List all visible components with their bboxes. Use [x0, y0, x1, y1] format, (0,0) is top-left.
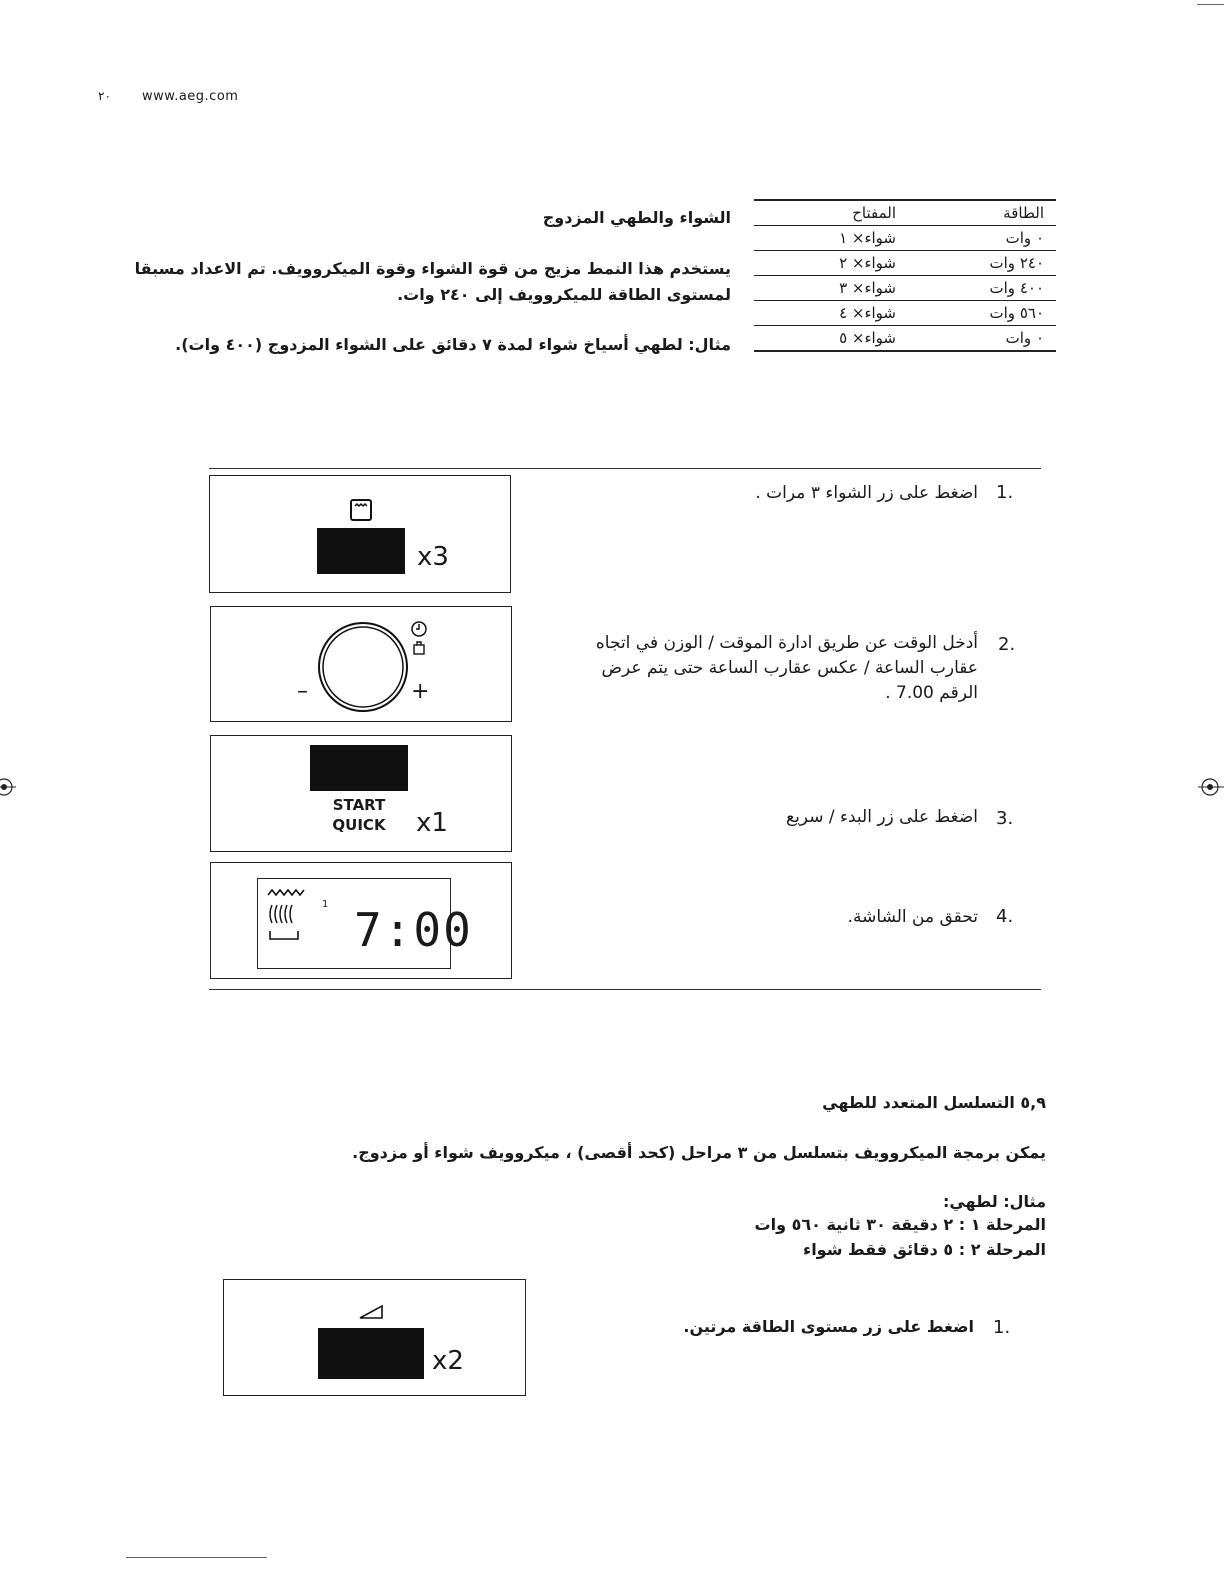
weight-icon: [412, 640, 426, 656]
step3-number: 3.: [996, 808, 1014, 829]
power-table-key: شواء× ٢: [754, 251, 904, 276]
step2-panel: [210, 606, 512, 722]
steps-bottom-rule: [209, 989, 1041, 990]
section-sequence-paragraph: يمكن برمجة الميكروويف بتسلسل من ٣ مراحل (كحد أقصى) ، ميكروويف شواء أو مزدوج.: [352, 1143, 1046, 1162]
power-table-row: [754, 226, 1056, 251]
sequence-step1-number: 1.: [993, 1317, 1011, 1338]
section-sequence-title: ٥,٩ التسلسل المتعدد للطهي: [822, 1093, 1046, 1112]
display-screen: [310, 745, 408, 791]
grill-mode-icon: [266, 887, 312, 945]
sequence-step1-panel: [223, 1279, 526, 1396]
start-label: START: [332, 796, 386, 814]
power-table-key: شواء× ٣: [754, 276, 904, 301]
step3-panel: [210, 735, 512, 852]
registration-mark-right: [1196, 775, 1224, 799]
section-grill-title: الشواء والطهي المزدوج: [542, 208, 731, 227]
power-table-power: ٤٠٠ وات: [904, 276, 1056, 301]
step1-panel: [209, 475, 511, 593]
lcd-display: [257, 878, 473, 969]
display-screen: [317, 528, 405, 574]
steps-top-rule: [209, 468, 1041, 469]
clock-icon: [410, 620, 428, 638]
registration-mark-left: [0, 775, 20, 799]
start-quick-button[interactable]: [323, 795, 395, 835]
grill-icon[interactable]: [349, 498, 373, 522]
power-table-row: [754, 301, 1056, 326]
press-count: x2: [432, 1346, 464, 1376]
footer-link-underline: [126, 1557, 267, 1558]
section-grill-example: مثال: لطهي أسياخ شواء لمدة ٧ دقائق على الشواء المزدوج (٤٠٠ وات).: [175, 335, 731, 354]
sequence-stage2: المرحلة ٢ : ٥ دقائق فقط شواء: [803, 1240, 1046, 1259]
power-table-power: ٠ وات: [904, 326, 1056, 352]
sequence-step1-text: اضغط على زر مستوى الطاقة مرتين.: [683, 1317, 974, 1336]
display-screen: [318, 1328, 424, 1379]
step3-text: اضغط على زر البدء / سريع: [786, 807, 978, 827]
step2-number: 2.: [998, 634, 1016, 655]
power-table-row: [754, 276, 1056, 301]
plus-label: +: [411, 679, 430, 704]
power-table-key: شواء× ٤: [754, 301, 904, 326]
sequence-example-label: مثال: لطهي:: [942, 1192, 1046, 1211]
step4-number: 4.: [996, 906, 1014, 927]
power-table-key: شواء× ٥: [754, 326, 904, 352]
crop-mark-top-right: [1197, 4, 1224, 5]
press-count: x1: [416, 808, 448, 838]
step1-number: 1.: [996, 482, 1014, 503]
website-url: www.aeg.com: [142, 89, 239, 104]
press-count: x3: [417, 542, 449, 572]
step2-line3: الرقم 7.00 .: [885, 683, 978, 703]
step4-panel: [210, 862, 512, 979]
power-table-row: [754, 251, 1056, 276]
sequence-stage1: المرحلة ١ : ٢ دقيقة ٣٠ ثانية ٥٦٠ وات: [754, 1215, 1046, 1234]
power-table-power: ٠ وات: [904, 226, 1056, 251]
power-table-power: ٢٤٠ وات: [904, 251, 1056, 276]
quick-label: QUICK: [332, 816, 386, 834]
page-number: ٢٠: [98, 89, 111, 103]
level-indicator: 1: [322, 899, 329, 910]
section-grill-paragraph: يستخدم هذا النمط مزيج من قوة الشواء وقوة الميكروويف. تم الاعداد مسبقا لمستوى الطاقة للميكروويف إلى ٢٤٠ وات.: [134, 259, 731, 304]
time-readout: 7:00: [354, 903, 473, 957]
power-level-icon[interactable]: [358, 1304, 384, 1320]
power-table-row: [754, 326, 1056, 352]
step1-text: اضغط على زر الشواء ٣ مرات .: [755, 483, 978, 503]
power-table-power: ٥٦٠ وات: [904, 301, 1056, 326]
power-table-key: شواء× ١: [754, 226, 904, 251]
step2-line2: عقارب الساعة / عكس عقارب الساعة حتى يتم عرض: [601, 658, 978, 678]
minus-label: –: [297, 679, 308, 704]
power-table-header: [754, 200, 1056, 226]
timer-weight-knob[interactable]: [315, 619, 411, 715]
power-table: [754, 199, 1056, 352]
step4-text: تحقق من الشاشة.: [847, 907, 978, 927]
power-table-header-power: الطاقة: [904, 200, 1056, 226]
step2-line1: أدخل الوقت عن طريق ادارة الموقت / الوزن في اتجاه: [595, 633, 978, 653]
power-table-header-key: المفتاح: [754, 200, 904, 226]
